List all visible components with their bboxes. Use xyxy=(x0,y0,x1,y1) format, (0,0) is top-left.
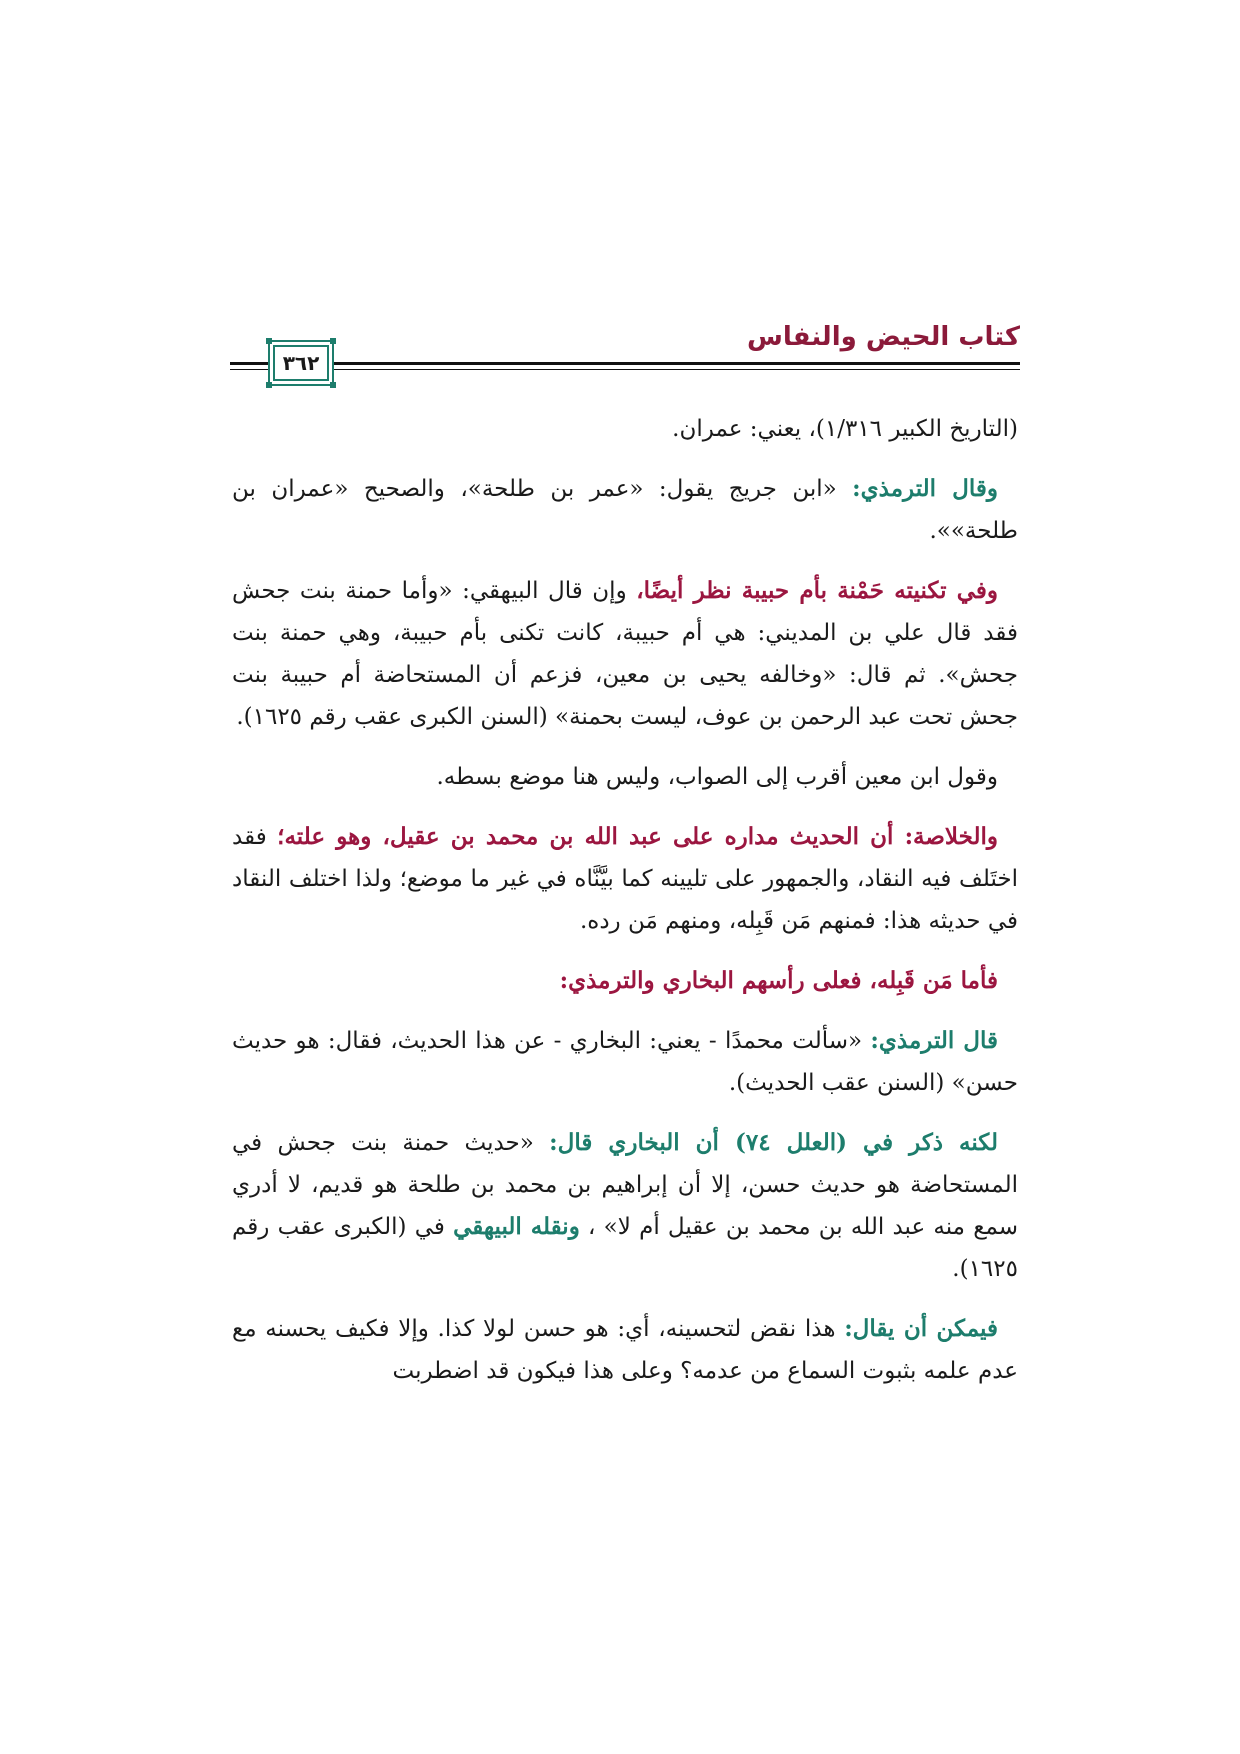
page-number: ٣٦٢ xyxy=(282,351,320,375)
paragraph-text: «حديث حمنة بنت جحش في المستحاضة هو حديث حسن، إلا أن إبراهيم بن محمد بن طلحة هو قديم، لا أدري سمع منه عبد الله بن محمد بن عقيل أم لا» ، xyxy=(232,1130,1019,1240)
section-heading: فأما مَن قَبِله، فعلى رأسهم البخاري والترمذي: xyxy=(559,967,998,994)
header-rule-thick xyxy=(230,362,1020,365)
page-number-badge xyxy=(268,340,334,386)
paragraph-8 xyxy=(232,1122,1018,1290)
paragraph-text: هذا نقض لتحسينه، أي: هو حسن لولا كذا. وإلا فكيف يحسنه مع عدم علمه بثبوت السماع من عدمه؟ وعلى هذا فيكون قد اضطربت xyxy=(232,1316,1018,1384)
paragraph-7 xyxy=(232,1020,1018,1104)
paragraph-2 xyxy=(232,468,1018,552)
paragraph-text: في (الكبرى عقب رقم ١٦٢٥). xyxy=(232,1214,1018,1282)
speaker-lead: لكنه ذكر في (العلل ٧٤) أن البخاري قال: xyxy=(549,1129,999,1156)
speaker-lead: وقال الترمذي: xyxy=(852,475,998,502)
book-title: كتاب الحيض والنفاس xyxy=(746,322,1020,352)
paragraph-text: «سألت محمدًا - يعني: البخاري - عن هذا الحديث، فقال: هو حديث حسن» (السنن عقب الحديث). xyxy=(232,1028,1018,1096)
speaker-lead: قال الترمذي: xyxy=(870,1027,998,1054)
paragraph-4 xyxy=(232,756,1018,798)
header-rule-thin xyxy=(230,369,1020,370)
inline-highlight: ونقله البيهقي xyxy=(453,1213,580,1240)
paragraph-6 xyxy=(232,960,1018,1002)
page-body xyxy=(232,408,1018,1410)
paragraph-text: فقد اختَلف فيه النقاد، والجمهور على تليينه كما بيَّنَّاه في غير ما موضع؛ ولذا اختلف النقاد في حديثه هذا: فمنهم مَن قَبِله، ومنهم مَن رده. xyxy=(232,824,1018,934)
paragraph-3 xyxy=(232,570,1018,738)
ornament-corner-icon xyxy=(266,338,272,344)
paragraph-text: وإن قال البيهقي: «وأما حمنة بنت جحش فقد قال علي بن المديني: هي أم حبيبة، كانت تكنى بأم حبيبة، وهي حمنة بنت جحش». ثم قال: «وخالفه يحيى بن معين، فزعم أن المستحاضة أم حبيبة بنت جحش تحت عبد الرحمن بن عوف، ليست بحمنة» (السنن الكبرى عقب رقم ١٦٢٥). xyxy=(232,578,1018,730)
paragraph-9 xyxy=(232,1308,1018,1392)
ornament-corner-icon xyxy=(330,382,336,388)
paragraph-1 xyxy=(232,408,1018,450)
heading-lead: وفي تكنيته حَمْنة بأم حبيبة نظر أيضًا، xyxy=(636,577,998,604)
paragraph-text: (التاريخ الكبير ١/٣١٦)، يعني: عمران. xyxy=(672,416,1018,442)
heading-lead: والخلاصة: أن الحديث مداره على عبد الله بن محمد بن عقيل، وهو علته؛ xyxy=(277,823,998,850)
paragraph-text: «ابن جريج يقول: «عمر بن طلحة»، والصحيح «عمران بن طلحة»». xyxy=(232,476,1018,544)
speaker-lead: فيمكن أن يقال: xyxy=(844,1315,998,1342)
ornament-corner-icon xyxy=(266,382,272,388)
paragraph-text: وقول ابن معين أقرب إلى الصواب، وليس هنا موضع بسطه. xyxy=(436,764,998,790)
ornament-corner-icon xyxy=(330,338,336,344)
page-header xyxy=(230,312,1020,392)
paragraph-5 xyxy=(232,816,1018,942)
